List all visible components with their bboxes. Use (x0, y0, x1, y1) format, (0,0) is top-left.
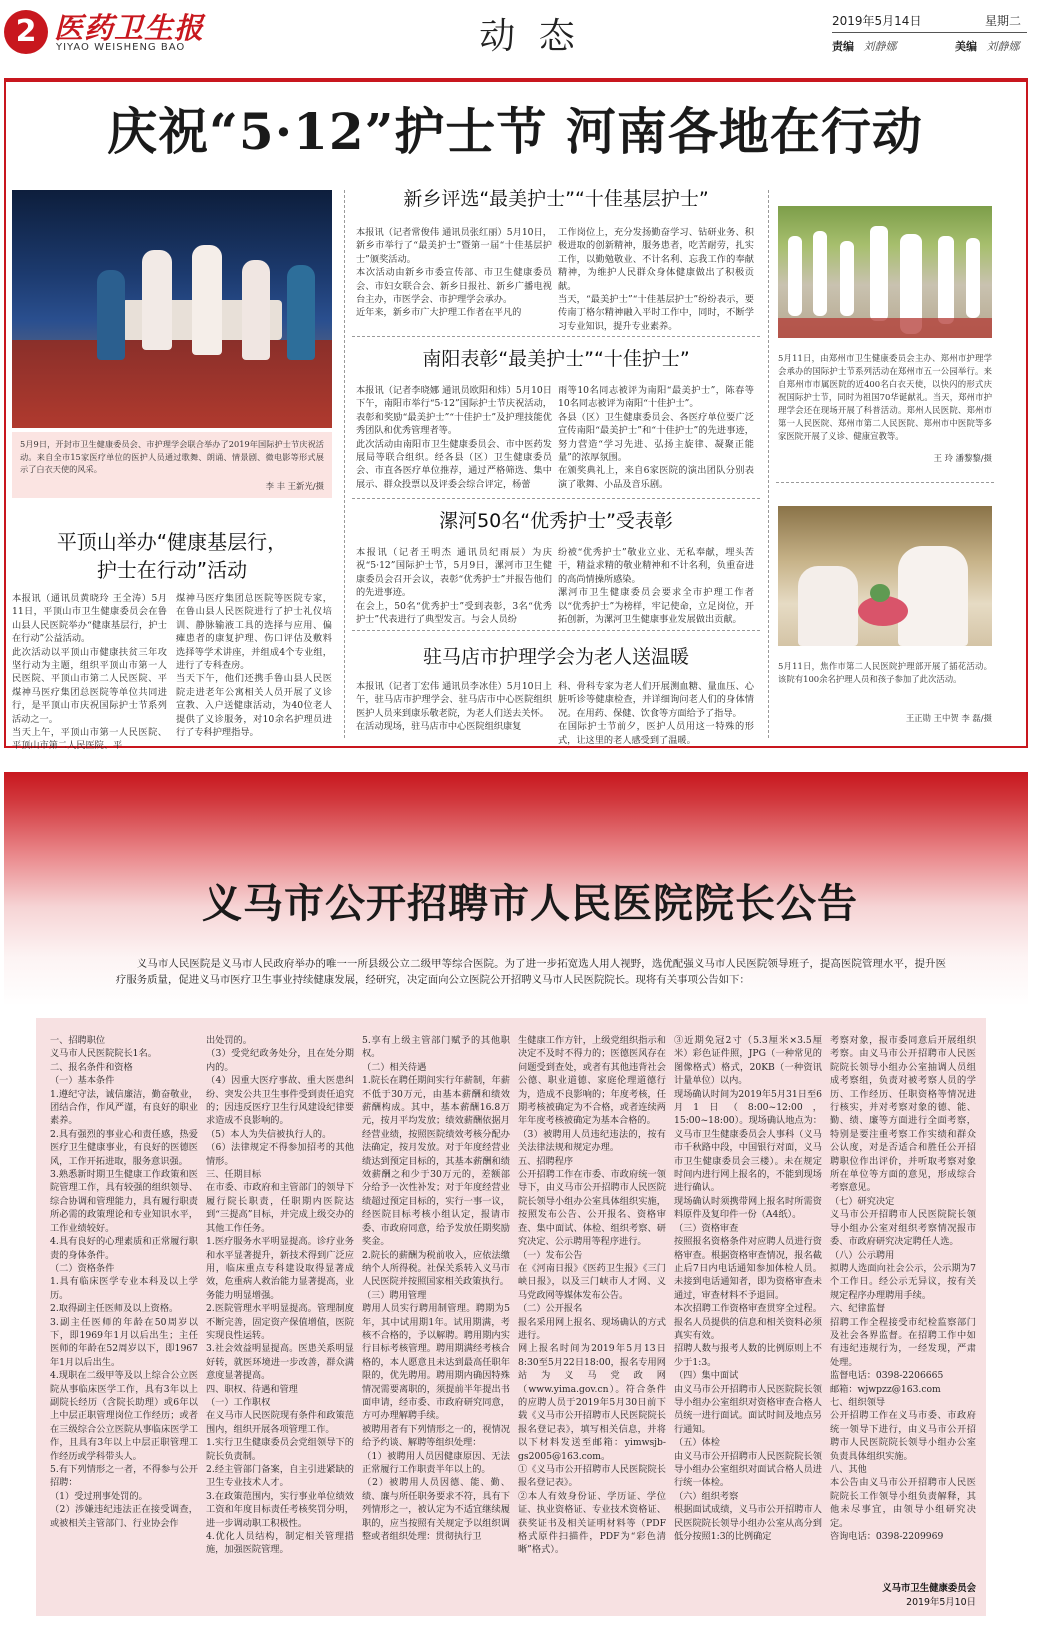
story-xinxiang-col1: 本报讯（记者常俊伟 通讯员张红丽）5月10日，新乡市举行了“最美护士”暨第一届“十佳基层护士”颁奖活动。 本次活动由新乡市委宣传部、市卫生健康委员会、市妇女联合会、新乡日报社、新乡广播电视台主办，市医学会、市护理学会承办。 近年来，新乡市广大护理工作者在平凡的 (356, 227, 552, 319)
designer-name: 刘静娜 (986, 40, 1020, 53)
photo-kaifeng-caption-box (12, 432, 332, 498)
photo-kaifeng-caption: 5月9日，开封市卫生健康委员会、市护理学会联合举办了2019年国际护士节庆祝活动。来自全市15家医疗单位的医护人员通过歌舞、朗诵、情景剧、微电影等形式展示了白衣天使的风采。 (20, 439, 324, 474)
photo-jiaozuo-credit: 王正勋 王中贺 李 磊/摄 (905, 713, 992, 723)
story-luohe-title: 漯河50名“优秀护士”受表彰 (439, 510, 673, 532)
photo-zhengzhou-caption: 5月11日，由郑州市卫生健康委员会主办、郑州市护理学会承办的国际护士节系列活动在郑州市五一公园举行。来自郑州市市属医院的近400名白衣天使，以快闪的形式庆祝国际护士节，同时为祖国70华诞献礼。当天，郑州市护理学会还在现场开展了科普活动。郑州人民医院、郑州市第一人民医院、郑州市第二人民医院、郑州市中医院等多家医院开展了义诊、健康宣教等。 (778, 353, 992, 441)
notice-col3: 5.享有上级主管部门赋予的其他职权。 （二）相关待遇 1.院长在聘任期间实行年薪制，年薪不低于30万元，由基本薪酬和绩效薪酬构成。其中，基本薪酬16.8万元，按月平均发放；绩效薪酬依据月经营业绩，按照医院绩效考核分配办法确定，按月发放。对于年度经营业绩达到预定目标的，其基本薪酬和绩效薪酬之和少于30万元的，差额部分给予一次性补发；对于年度经营业绩超过预定目标的，实行一事一议，经医院目标考核小组认定，报请市委、市政府同意，给予发放任期奖励奖金。 2.院长的薪酬为税前收入，应依法缴纳个人所得税。社保关系转入义马市人民医院并按照国家相关政策执行。 （三）聘用管理 聘用人员实行聘用制管理。聘期为5年，其中试用期1年。试用期满，考核不合格的，予以解聘。聘用期内实行目标考核管理。聘用期满经考核合格的，本人愿意且未达到最高任职年限的，优先聘用。聘用期内确因特殊情况需要离职的，须提前半年提出书面申请，经市委、市政府研究同意，方可办理解聘手续。 被聘用者有下列情形之一的，视情况给予约谈、解聘等组织处理： （1）被聘用人员因健康原因、无法正常履行工作职责半年以上的。 （2）被聘用人员因德、能、勤、绩、廉与所任职务要求不符，具有下列情形之一，被认定为不适宜继续履职的，应当按照有关规定予以组织调整或者组织处理：贯彻执行卫 (362, 1035, 510, 1543)
newspaper-logo-pinyin: YIYAO WEISHENG BAO (56, 42, 186, 53)
editor-name: 刘静娜 (863, 40, 897, 53)
story-pingdingshan-col1: 本报讯（通讯员黄晓玲 王全涛）5月11日，平顶山市卫生健康委员会在鲁山县人民医院举办“健康基层行，护士在行动”公益活动。 此次活动以平顶山市健康扶贫三年攻坚行动为主题，组织平顶山市第一人民医院、平顶山市第二人民医院、平煤神马医疗集团总医院等单位共同进行，是平顶山市庆祝国际护士节系列活动之一。 当天上午，平顶山市第一人民医院、平顶山市第二人民医院、平 (12, 593, 167, 752)
designer-credit (955, 38, 1020, 54)
main-headline: 庆祝“5·12”护士节 河南各地在行动 (107, 102, 923, 161)
story-xinxiang-title: 新乡评选“最美护士”“十佳基层护士” (403, 188, 709, 210)
story-zhumadian-title: 驻马店市护理学会为老人送温暖 (422, 646, 689, 668)
story-pingdingshan-title: 平顶山举办“健康基层行， 护士在行动”活动 (56, 530, 288, 582)
photo-kaifeng-credit: 李 丰 王新光/摄 (265, 481, 324, 491)
newspaper-logo: 医药卫生报 (54, 11, 205, 45)
masthead (0, 0, 1063, 72)
story-nanyang-title: 南阳表彰“最美护士”“十佳护士” (422, 348, 690, 370)
issue-date: 2019年5月14日 (832, 14, 922, 28)
notice-col6: 考察对象，报市委同意后开展组织考察。由义马市公开招聘市人民医院院长领导小组办公室抽调人员组成考察组，负责对被考察人员的学历、工作经历、任职资格等情况进行核实，并对考察对象的德、能、勤、绩、廉等方面进行全面考察，特别是要注重考察工作实绩和群众公认度，对是否适合和胜任公开招聘职位作出评价，并听取考察对象所在单位等方面的意见，形成综合考察意见。 （七）研究决定 义马市公开招聘市人民医院院长领导小组办公室对组织考察情况报市委、市政府研究决定聘任人选。 （八）公示聘用 拟聘人选面向社会公示，公示期为7个工作日。经公示无异议，按有关规定程序办理聘用手续。 六、纪律监督 招聘工作全程接受市纪检监察部门及社会各界监督。在招聘工作中如有违纪违规行为，一经发现，严肃处理。 监督电话：0398-2206665 邮箱：wjwpzz@163.com 七、组织领导 公开招聘工作在义马市委、市政府统一领导下进行，由义马市公开招聘市人民医院院长领导小组办公室负责具体组织实施。 八、其他 本公告由义马市公开招聘市人民医院院长工作领导小组负责解释，其他未尽事宜，由领导小组研究决定。 咨询电话：0398-2209969 (830, 1035, 976, 1543)
notice-col2: 出处罚的。 （3）受党纪政务处分，且在处分期内的。 （4）因重大医疗事故、重大医患纠纷、突发公共卫生事件受到责任追究的；因违反医疗卫生行风建设纪律要求造成不良影响的。 （5）本人为失信被执行人的。 （6）法律规定不得参加招考的其他情形。 三、任期目标 在市委、市政府和主管部门的领导下履行院长职责，任职期内医院达到“三提高”目标，并完成上级交办的其他工作任务。 1.医疗服务水平明显提高。诊疗业务和水平显著提升，新技术得到广泛应用，临床重点专科建设取得显著成效，危重病人救治能力显著提高，业务能力明显增强。 2.医院管理水平明显提高。管理制度不断完善，固定资产保值增值，医院实现良性运转。 3.社会效益明显提高。医患关系明显好转，就医环境进一步改善，群众满意度显著提高。 四、职权、待遇和管理 （一）工作职权 在义马市人民医院现有条件和政策范围内，组织开展各项管理工作。 1.实行卫生健康委员会党组领导下的院长负责制。 2.经主管部门备案，自主引进紧缺的卫生专业技术人才。 3.在政策范围内，实行事业单位绩效工资和年度目标责任考核奖罚分明，进一步调动职工积极性。 4.优化人员结构，制定相关管理措施，加强医院管理。 (206, 1035, 354, 1556)
designer-label: 美编 (955, 40, 977, 53)
story-luohe-col1: 本报讯（记者王明杰 通讯员纪雨辰）为庆祝“5·12”国际护士节，5月9日，漯河市卫生健康委员会召开会议，表彰“优秀护士”并报告他们的先进事迹。 在会上，50名“优秀护士”受到表彰，3名“优秀护士”代表进行了典型发言。与会人员纷 (356, 547, 552, 626)
issue-weekday: 星期二 (985, 14, 1022, 28)
story-nanyang-col1: 本报讯（记者李晓娜 通讯员欧阳和炜）5月10日下午，南阳市举行“5·12”国际护士节庆祝活动，表彰和奖励“最美护士”“十佳护士”及护理技能优秀团队和优秀管理者等。 此次活动由南阳市卫生健康委员会、市中医药发展局等联合组织。经各县（区）卫生健康委员会、市直各医疗单位推荐，通过严格筛选、集中展示、群众投票以及评委会综合评定，杨蕾 (356, 385, 552, 490)
notice-col4: 生健康工作方针，上级党组织指示和决定不及时不得力的；医德医风存在问题受到查处，或者有其他违背社会公德、职业道德、家庭伦理道德行为，造成不良影响的；年度考核，任期考核被确定为不合格，或者连续两年年度考核被确定为基本合格的。 （3）被聘用人员违纪违法的，按有关法律法规和规定办理。 五、招聘程序 公开招聘工作在市委、市政府统一领导下，由义马市公开招聘市人民医院院长领导小组办公室具体组织实施，按照发布公告、公开报名、资格审查、集中面试、体检、组织考察、研究决定、公示聘用等程序进行。 （一）发布公告 在《河南日报》《医药卫生报》《三门峡日报》，以及三门峡市人才网、义马党政网等媒体发布公告。 （二）公开报名 报名采用网上报名、现场确认的方式进行。 网上报名时间为2019年5月13日8:30至5月22日18:00，报名专用网站为义马党政网（www.yima.gov.cn）。符合条件的应聘人员于2019年5月30日前下载《义马市公开招聘市人民医院院长报名登记表》，填写相关信息，并将以下材料发送至邮箱：yimwsjb-gs2005@163.com。 ①《义马市公开招聘市人民医院院长报名登记表》。 ②本人有效身份证、学历证、学位证、执业资格证、专业技术资格证、获奖证书及相关证明材料等（PDF格式原件扫描件，PDF为“彩色清晰”格式）。 (518, 1035, 666, 1556)
photo-zhengzhou-credit: 王 玲 潘黎黎/摄 (933, 453, 992, 463)
story-luohe-col2: 纷被“优秀护士”敬业立业、无私奉献，埋头苦干，精益求精的敬业精神和不计名利，负重奋进的高尚情操所感染。 漯河市卫生健康委员会要求全市护理工作者以“优秀护士”为榜样，牢记使命，立足岗位，开拓创新，为漯河卫生健康事业发展做出贡献。 (558, 547, 754, 626)
photo-zhengzhou (778, 206, 992, 338)
notice-col1: 一、招聘职位 义马市人民医院院长1名。 二、报名条件和资格 （一）基本条件 1.遵纪守法，诚信廉洁，勤奋敬业，团结合作，作风严谨，有良好的职业素养。 2.具有强烈的事业心和责任感，热爱医疗卫生健康事业，有良好的医德医风，工作开拓进取，服务意识强。 3.熟悉新时期卫生健康工作政策和医院管理工作，具有较强的组织领导、综合协调和管理能力，具有履行职责所必需的政策理论和专业知识水平，工作业绩较好。 4.具有良好的心理素质和正常履行职责的身体条件。 （二）资格条件 1.具有临床医学专业本科及以上学历。 2.取得副主任医师及以上资格。 3.副主任医师的年龄在50周岁以下，即1969年1月以后出生；主任医师的年龄在52周岁以下，即1967年1月以后出生。 4.现职在二级甲等及以上综合公立医院从事临床医学工作，具有3年以上副院长经历（含院长助理）或6年以上中层正职管理岗位工作经历；或者在三级综合公立医院从事临床医学工作，且具有3年以上中层正职管理工作经历或学科带头人。 5.有下列情形之一者，不得参与公开招聘： （1）受过刑事处罚的。 （2）涉嫌违纪违法正在接受调查，或被相关主管部门、行业协会作 (50, 1035, 198, 1529)
notice-signature: 义马市卫生健康委员会 (882, 1583, 976, 1594)
notice-sign-date: 2019年5月10日 (906, 1597, 976, 1608)
photo-kaifeng (12, 190, 332, 428)
editor-credit (832, 38, 897, 54)
notice-intro: 义马市人民医院是义马市人民政府举办的唯一一所县级公立二级甲等综合医院。为了进一步拓宽选人用人视野，选优配强义马市人民医院领导班子，提高医院管理水平，提升医疗服务质量，促进义马市医疗卫生事业持续健康发展，经研究，决定面向公立医院公开招聘义马市人民医院院长。现将有关事项公告如下： (116, 958, 946, 986)
photo-jiaozuo-caption: 5月11日，焦作市第二人民医院护理部开展了插花活动。该院有100余名护理人员和孩子参加了此次活动。 (778, 661, 992, 684)
story-xinxiang-col2: 工作岗位上，充分发扬勤奋学习、钻研业务、积极进取的创新精神，服务患者，吃苦耐劳，扎实工作，以勤勉敬业、不计名利、忘我工作的奉献精神，为维护人民群众身体健康做出了积极贡献。 当天，“最美护士”“十佳基层护士”纷纷表示，要传南丁格尔精神融入平时工作中，同时，不断学习专业知识，提升专业素养。 (558, 227, 754, 332)
story-pingdingshan-col2: 煤神马医疗集团总医院等医院专家，在鲁山县人民医院进行了护士礼仪培训、静脉输液工具的选择与应用、偏瘫患者的康复护理、伤口评估及敷料选择等学术讲座，并组成4个专业组，进行了专科查房。 当天下午，他们还携手鲁山县人民医院走进老年公寓相关人员开展了义诊宣教、入户送健康活动，为40位老人提供了义诊服务，对10余名护理员进行了专科护理指导。 (176, 593, 332, 739)
page-number-badge: 2 (4, 10, 48, 54)
story-zhumadian-col1: 本报讯（记者丁宏伟 通讯员李冰佳）5月10日上午，驻马店市护理学会、驻马店市中心医院组织医护人员来到康乐敬老院，为老人们送去关怀。 在活动现场，驻马店市中心医院组织康复 (356, 681, 552, 733)
story-zhumadian-col2: 科、骨科专家为老人们开展测血糖、量血压、心脏听诊等健康检查，并详细询问老人们的身体情况。在用药、保健、饮食等方面给予了指导。 在国际护士节前夕，医护人员用这一特殊的形式，让这里的老人感受到了温暖。 (558, 681, 754, 746)
photo-jiaozuo (778, 506, 992, 646)
story-nanyang-col2: 雨等10名同志被评为南阳“最美护士”，陈春等10名同志被评为南阳“十佳护士”。 各县（区）卫生健康委员会、各医疗单位要广泛宣传南阳“最美护士”和“十佳护士”的先进事迹，努力营造“学习先进、弘扬主旋律、凝聚正能量”的浓厚氛围。 在颁奖典礼上，来自6家医院的演出团队分别表演了歌舞、小品及音乐剧。 (558, 385, 754, 490)
notice-col5: ③近期免冠2寸（5.3厘米×3.5厘米）彩色证件照，JPG（一种常见的图像格式）格式，20KB（一种资讯计量单位）以内。 现场确认时间为2019年5月31日至6月1日（8:00~12:00，15:00~18:00）。现场确认地点为：义马市卫生健康委员会人事科（义马市千秋路中段，中国银行对面，义马市卫生健康委员会三楼）。未在规定时间内进行网上报名的，不能到现场进行确认。 现场确认时须携带网上报名时所需资料原件及复印件一份（A4纸）。 （三）资格审查 按照报名资格条件对应聘人员进行资格审查。根据资格审查情况，报名截止后7日内电话通知参加体检人员。未接到电话通知者，即为资格审查未通过，审查材料不予退回。 本次招聘工作资格审查贯穿全过程。报名人员提供的信息和相关资料必须真实有效。 招聘人数与报考人数的比例原则上不少于1:3。 （四）集中面试 由义马市公开招聘市人民医院院长领导小组办公室组织对资格审查合格人员统一进行面试。面试时间及地点另行通知。 （五）体检 由义马市公开招聘市人民医院院长领导小组办公室组织对面试合格人员进行统一体检。 （六）组织考察 根据面试成绩，义马市公开招聘市人民医院院长领导小组办公室从高分到低分按照1:3的比例确定 (674, 1035, 822, 1543)
editor-label: 责编 (832, 40, 854, 53)
section-title: 动 态 (479, 16, 581, 57)
notice-title: 义马市公开招聘市人民医院院长公告 (202, 880, 858, 927)
